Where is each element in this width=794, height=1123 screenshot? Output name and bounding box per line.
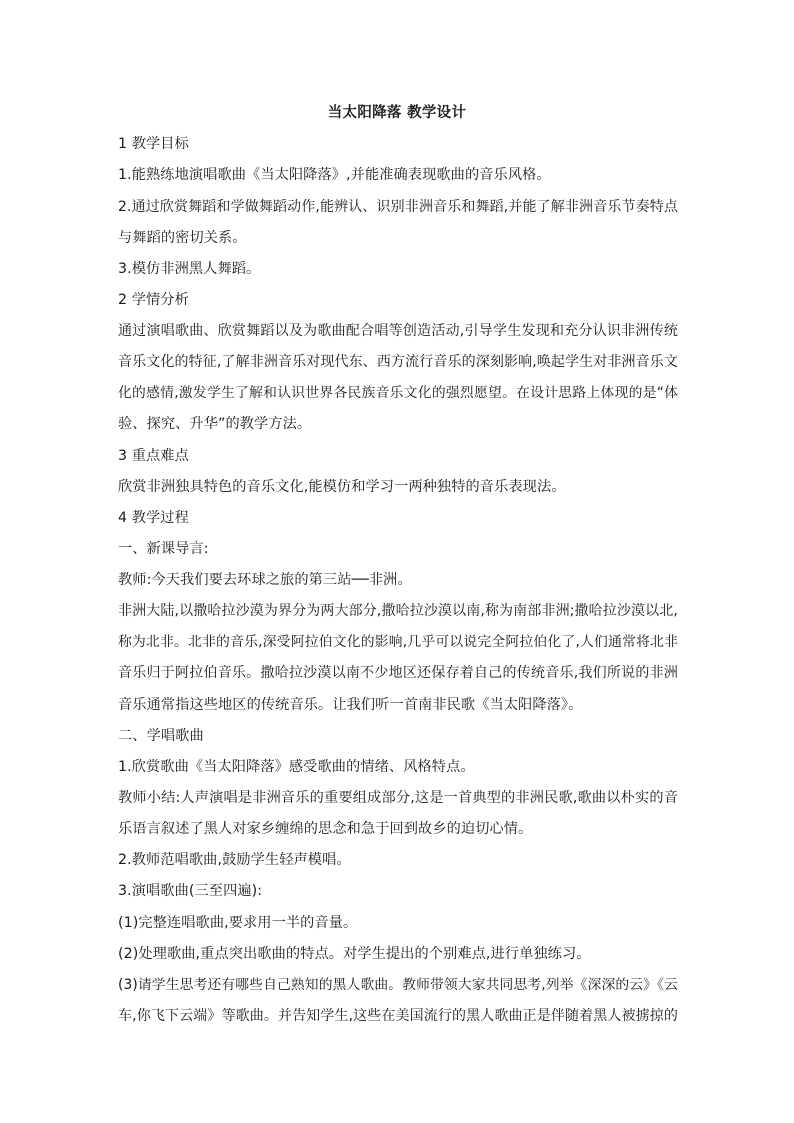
paragraph-line: 验、探究、升华”的教学方法。 (118, 416, 312, 432)
subsection-heading: 二、学唱歌曲 (118, 728, 204, 744)
section-heading-goals: 1 教学目标 (118, 136, 189, 152)
section-heading-analysis: 2 学情分析 (118, 292, 189, 308)
paragraph-line: 通过演唱歌曲、欣赏舞蹈以及为歌曲配合唱等创造活动,引导学生发现和充分认识非洲传统 (118, 323, 678, 339)
paragraph-line: 3.模仿非洲黑人舞蹈。 (118, 261, 261, 277)
paragraph-line: 3.演唱歌曲(三至四遍): (118, 883, 263, 899)
subsection-heading: 一、新课导言: (118, 541, 209, 557)
paragraph-line: 称为北非。北非的音乐,深受阿拉伯文化的影响,几乎可以说完全阿拉伯化了,人们通常将北非 (118, 634, 678, 650)
paragraph-line: 非洲大陆,以撒哈拉沙漠为界分为两大部分,撒哈拉沙漠以南,称为南部非洲;撒哈拉沙漠以北, (118, 603, 678, 619)
document-title: 当太阳降落 教学设计 (327, 105, 467, 121)
paragraph-line: 教师:今天我们要去环球之旅的第三站──非洲。 (118, 572, 412, 588)
paragraph-line: 教师小结:人声演唱是非洲音乐的重要组成部分,这是一首典型的非洲民歌,歌曲以朴实的音 (118, 790, 678, 806)
paragraph-line: 音乐文化的特征,了解非洲音乐对现代东、西方流行音乐的深刻影响,唤起学生对非洲音乐文 (118, 354, 678, 370)
paragraph-line: 欣赏非洲独具特色的音乐文化,能模仿和学习一两种独特的音乐表现法。 (118, 479, 566, 495)
paragraph-line: 1.能熟练地演唱歌曲《当太阳降落》,并能准确表现歌曲的音乐风格。 (118, 167, 551, 183)
paragraph-line: 2.通过欣赏舞蹈和学做舞蹈动作,能辨认、识别非洲音乐和舞蹈,并能了解非洲音乐节奏特点 (118, 199, 678, 215)
paragraph-line: 2.教师范唱歌曲,鼓励学生轻声模唱。 (118, 852, 351, 868)
paragraph-line: 化的感情,激发学生了解和认识世界各民族音乐文化的强烈愿望。在设计思路上体现的是“体 (118, 385, 678, 401)
paragraph-line: (3)请学生思考还有哪些自己熟知的黑人歌曲。教师带领大家共同思考,列举《深深的云》《云 (118, 977, 678, 993)
paragraph-line: 乐语言叙述了黑人对家乡缠绵的思念和急于回到故乡的迫切心情。 (118, 821, 533, 837)
paragraph-line: 1.欣赏歌曲《当太阳降落》感受歌曲的情绪、风格特点。 (118, 759, 475, 775)
paragraph-line: 车,你飞下云端》等歌曲。并告知学生,这些在美国流行的黑人歌曲正是伴随着黑人被掳掠的 (118, 1008, 678, 1024)
section-heading-process: 4 教学过程 (118, 510, 189, 526)
section-heading-keypoints: 3 重点难点 (118, 448, 189, 464)
paragraph-line: 与舞蹈的密切关系。 (118, 230, 247, 246)
paragraph-line: 音乐通常指这些地区的传统音乐。让我们听一首南非民歌《当太阳降落》。 (118, 697, 583, 713)
paragraph-line: (1)完整连唱歌曲,要求用一半的音量。 (118, 915, 358, 931)
paragraph-line: 音乐归于阿拉伯音乐。撒哈拉沙漠以南不少地区还保存着自己的传统音乐,我们所说的非洲 (118, 665, 678, 681)
paragraph-line: (2)处理歌曲,重点突出歌曲的特点。对学生提出的个别难点,进行单独练习。 (118, 946, 591, 962)
